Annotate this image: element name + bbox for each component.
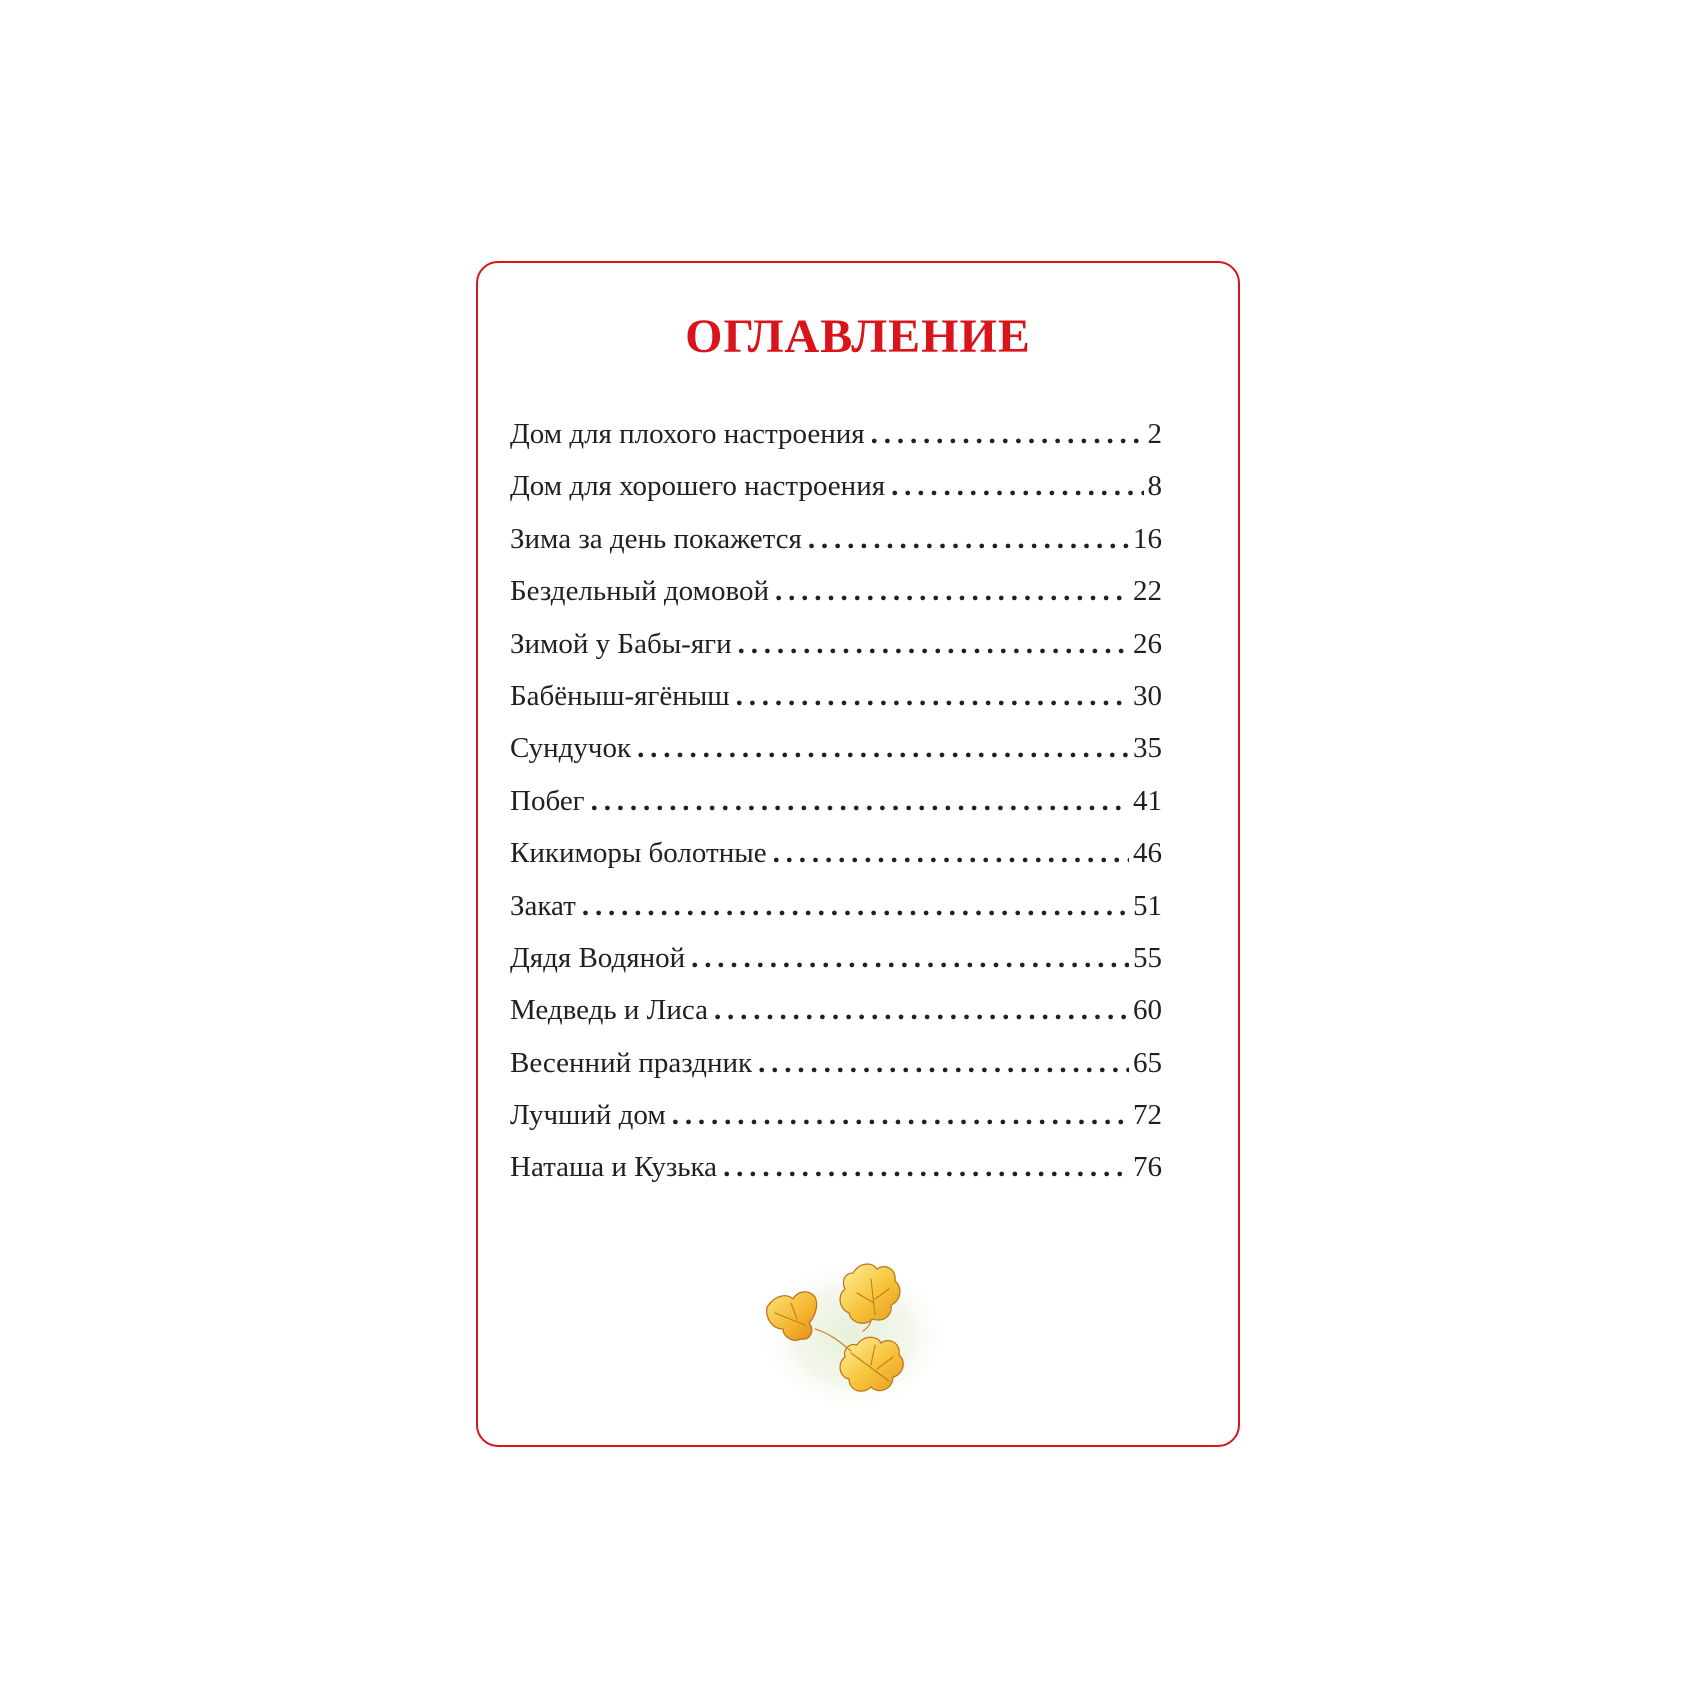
toc-entry[interactable] bbox=[510, 627, 1162, 682]
toc-entry-title: Бездельный домовой bbox=[510, 575, 769, 608]
toc-entry[interactable] bbox=[510, 420, 1162, 472]
toc-entry[interactable] bbox=[510, 577, 1162, 629]
toc-entry-title: Побег bbox=[510, 784, 585, 817]
dot-leader bbox=[714, 996, 1129, 1025]
dot-leader bbox=[582, 892, 1129, 921]
toc-page-number: 2 bbox=[1147, 418, 1162, 450]
toc-page-number: 51 bbox=[1133, 889, 1162, 922]
dot-leader bbox=[637, 734, 1129, 763]
toc-page-number: 22 bbox=[1133, 575, 1162, 608]
dot-leader bbox=[775, 577, 1129, 606]
toc-page-number: 26 bbox=[1133, 627, 1162, 660]
toc-entry[interactable] bbox=[510, 522, 1162, 577]
toc-entry-title: Закат bbox=[510, 889, 576, 922]
toc-page-number: 46 bbox=[1133, 837, 1162, 870]
toc-page-number: 65 bbox=[1133, 1046, 1162, 1079]
dot-leader bbox=[736, 682, 1129, 711]
dot-leader bbox=[591, 787, 1129, 816]
dot-leader bbox=[891, 472, 1143, 501]
toc-entry[interactable] bbox=[510, 839, 1162, 891]
toc-entry[interactable] bbox=[510, 996, 1162, 1048]
toc-entry[interactable] bbox=[510, 784, 1162, 839]
dot-leader bbox=[871, 420, 1144, 449]
toc-list bbox=[510, 420, 1162, 1206]
toc-entry[interactable] bbox=[510, 1101, 1162, 1153]
toc-entry-title: Бабёныш-ягёныш bbox=[510, 679, 730, 712]
toc-entry[interactable] bbox=[510, 1153, 1162, 1205]
dot-leader bbox=[672, 1101, 1129, 1130]
dot-leader bbox=[808, 525, 1129, 554]
toc-page-number: 60 bbox=[1133, 994, 1162, 1027]
toc-page-number: 30 bbox=[1133, 679, 1162, 712]
dot-leader bbox=[723, 1153, 1129, 1182]
toc-entry-title: Весенний праздник bbox=[510, 1046, 753, 1079]
dot-leader bbox=[691, 944, 1129, 973]
toc-page-frame bbox=[476, 261, 1240, 1447]
toc-entry-title: Сундучок bbox=[510, 732, 632, 765]
dot-leader bbox=[773, 839, 1129, 868]
toc-entry[interactable] bbox=[510, 941, 1162, 996]
toc-entry-title: Дом для плохого настроения bbox=[510, 418, 865, 450]
dot-leader bbox=[738, 630, 1129, 659]
toc-entry[interactable] bbox=[510, 889, 1162, 944]
toc-entry-title: Лучший дом bbox=[510, 1099, 666, 1132]
toc-entry-title: Кикиморы болотные bbox=[510, 837, 767, 870]
toc-entry-title: Медведь и Лиса bbox=[510, 994, 708, 1027]
toc-page-number: 55 bbox=[1133, 941, 1162, 974]
toc-entry-title: Зимой у Бабы-яги bbox=[510, 627, 732, 660]
toc-entry[interactable] bbox=[510, 1046, 1162, 1101]
dot-leader bbox=[758, 1049, 1129, 1078]
toc-page-number: 72 bbox=[1133, 1099, 1162, 1132]
toc-page-number: 76 bbox=[1133, 1151, 1162, 1184]
toc-entry[interactable] bbox=[510, 734, 1162, 786]
toc-entry-title: Дядя Водяной bbox=[510, 941, 686, 974]
toc-entry[interactable] bbox=[510, 472, 1162, 524]
toc-title: ОГЛАВЛЕНИЕ bbox=[685, 310, 1031, 363]
toc-page-number: 35 bbox=[1133, 732, 1162, 765]
toc-entry-title: Дом для хорошего настроения bbox=[510, 470, 886, 503]
toc-entry[interactable] bbox=[510, 679, 1162, 734]
toc-entry-title: Наташа и Кузька bbox=[510, 1151, 718, 1184]
toc-page-number: 8 bbox=[1147, 470, 1162, 503]
toc-page-number: 41 bbox=[1133, 784, 1162, 817]
toc-page-number: 16 bbox=[1133, 522, 1162, 555]
autumn-leaves-icon bbox=[753, 1233, 953, 1413]
toc-entry-title: Зима за день покажется bbox=[510, 522, 802, 555]
